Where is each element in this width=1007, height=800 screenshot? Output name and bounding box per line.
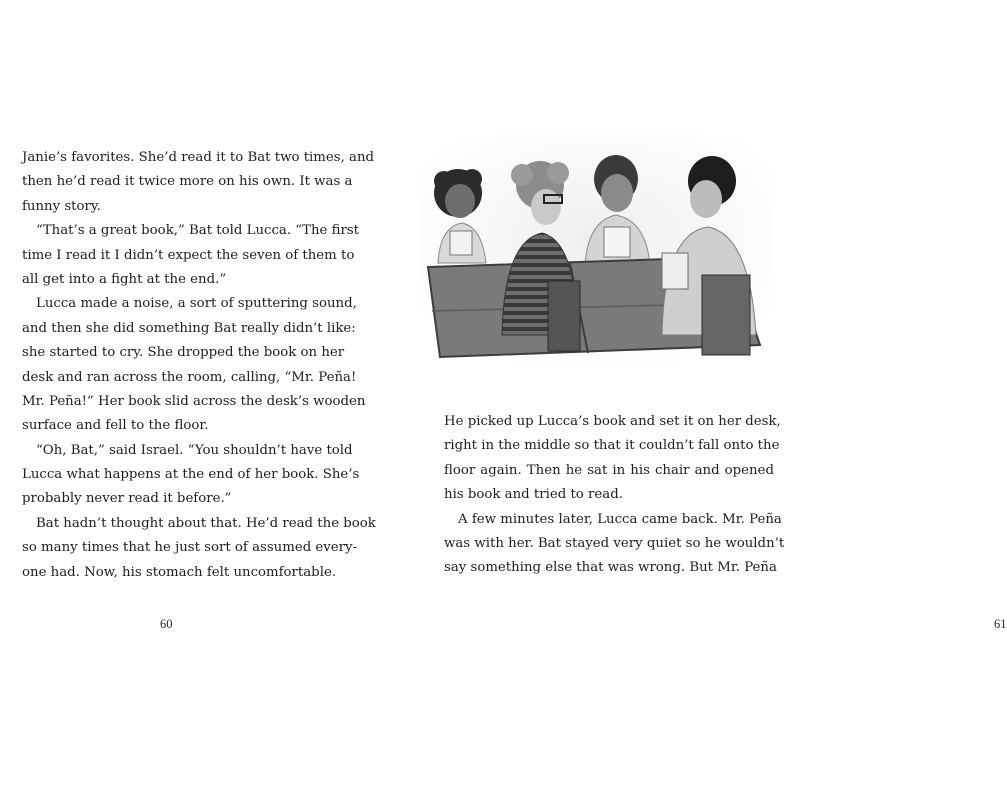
text-line: all get into a fight at the end.”	[22, 271, 227, 287]
text-line: Mr. Peña!” Her book slid across the desk’s wooden	[22, 393, 366, 409]
text-line: desk and ran across the room, calling, “Mr. Peña!	[22, 369, 357, 385]
text-line: Lucca made a noise, a sort of sputtering sound,	[36, 296, 357, 312]
text-line: Lucca what happens at the end of her book. She’s	[22, 467, 360, 483]
text-line: she started to cry. She dropped the book on her	[22, 345, 345, 361]
left-page	[0, 0, 400, 800]
text-line: funny story.	[22, 198, 101, 214]
text-line: probably never read it before.”	[22, 491, 232, 507]
text-line: so many times that he just sort of assumed every-	[22, 540, 358, 556]
text-line: then he’d read it twice more on his own. It was a	[22, 174, 353, 190]
text-line: and then she did something Bat really didn’t like:	[22, 320, 356, 336]
text-line: right in the middle so that it couldn’t fall onto the	[444, 438, 780, 454]
chair-right	[702, 275, 750, 355]
text-line: surface and fell to the floor.	[22, 418, 209, 434]
text-line: “Oh, Bat,” said Israel. “You shouldn’t have told	[36, 442, 353, 458]
text-line: say something else that was wrong. But Mr. Peña	[444, 560, 777, 576]
right-page	[400, 0, 1007, 800]
text-line: Bat hadn’t thought about that. He’d read the book	[36, 515, 376, 531]
text-line: floor again. Then he sat in his chair and opened	[444, 462, 774, 478]
classroom-illustration	[420, 135, 774, 365]
right-page-text	[444, 410, 785, 581]
text-line: He picked up Lucca’s book and set it on her desk,	[444, 414, 781, 429]
page-number-right: 61	[994, 617, 1007, 631]
text-line: “That’s a great book,” Bat told Lucca. “The first	[36, 223, 359, 239]
page-number-left: 60	[160, 617, 173, 631]
text-line: his book and tried to read.	[444, 487, 623, 503]
text-line: was with her. Bat stayed very quiet so he wouldn’t	[444, 535, 785, 551]
text-line: one had. Now, his stomach felt uncomfortable.	[22, 564, 337, 580]
text-line: time I read it I didn’t expect the seven of them to	[22, 247, 355, 263]
text-line: Janie’s favorites. She’d read it to Bat two times, and	[22, 150, 375, 165]
text-line: A few minutes later, Lucca came back. Mr. Peña	[458, 511, 782, 527]
left-page-text	[22, 146, 376, 585]
chair-left	[548, 281, 580, 351]
